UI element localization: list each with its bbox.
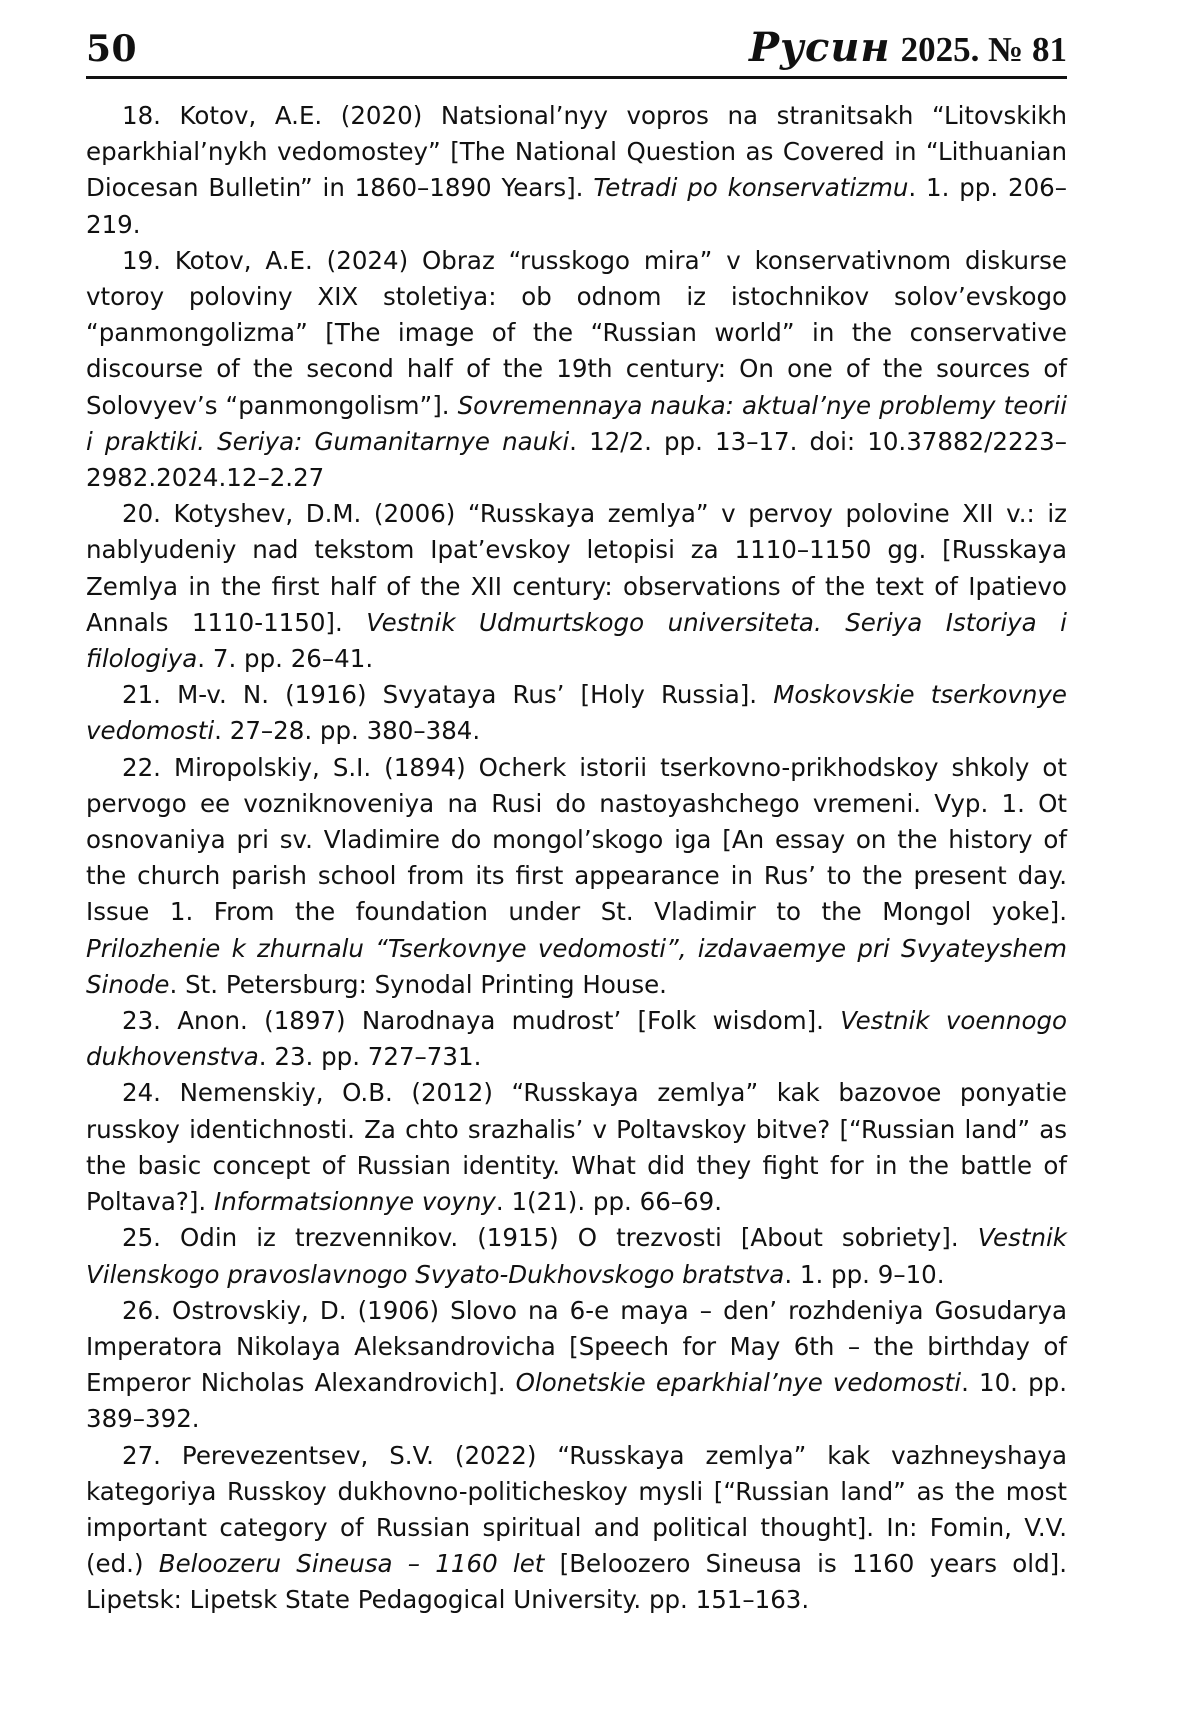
reference-details: . 10. pp. 389–392. [86,1368,1067,1434]
reference-text: 20. Kotyshev, D.M. (2006) “Russkaya zemlya” v pervoy polovine XII v.: iz nablyudeniy nad tekstom Ipat’evskoy letopisi za 1110–1150 gg. [Russkaya Zemlya in the first half of the XII century: observations of the text of Ipatievo Annals 1110-1150]. [86,499,1067,637]
reference-item [86,496,1067,677]
reference-details: . St. Petersburg: Synodal Printing House. [169,969,667,999]
journal-title [749,26,1067,72]
reference-text: 22. Miropolskiy, S.I. (1894) Ocherk istorii tserkovno-prikhodskoy shkoly ot pervogo ee vozniknoveniya na Rusi do nastoyashchego vremeni. Vyp. 1. Ot osnovaniya pri sv. Vladimire do mongol’skogo iga [An essay on the history of the church parish school from its first appearance in Rus’ to the present day. Issue 1. From the foundation under St. Vladimir to the Mongol yoke]. [86,752,1067,927]
reference-details: [Beloozero Sineusa is 1160 years old]. Lipetsk: Lipetsk State Pedagogical University. pp. 151–163. [86,1549,1067,1615]
reference-source: Beloozeru Sineusa – 1160 let [158,1549,545,1579]
reference-details: . 23. pp. 727–731. [258,1042,482,1072]
reference-details: . 1. pp. 9–10. [784,1259,945,1289]
reference-source: Vestnik voennogo dukhovenstva [86,1006,1067,1072]
reference-source: Vestnik Vilenskogo pravoslavnogo Svyato-Dukhovskogo bratstva [86,1223,1067,1289]
reference-source: Sovremennaya nauka: aktual’nye problemy teorii i praktiki. Seriya: Gumanitarnye nauki [86,390,1067,456]
reference-item [86,1438,1067,1619]
reference-item [86,98,1067,243]
reference-text: 19. Kotov, A.E. (2024) Obraz “russkogo mira” v konservativnom diskurse vtoroy poloviny XIX stoletiya: ob odnom iz istochnikov solov’evskogo “panmongolizma” [The image of the “Russian world” in the conservative discourse of the second half of the 19th century: On one of the sources of Solovyev’s “panmongolism”]. [86,245,1067,420]
journal-issue: 2025. № 81 [900,30,1067,69]
reference-item [86,750,1067,1003]
reference-text: 27. Perevezentsev, S.V. (2022) “Russkaya zemlya” kak vazhneyshaya kategoriya Russkoy dukhovno-politicheskoy mysli [“Russian land” as the most important category of Russian spiritual and political thought]. In: Fomin, V.V. (ed.) [86,1440,1067,1579]
reference-text: 23. Anon. (1897) Narodnaya mudrost’ [Folk wisdom]. [122,1006,841,1036]
reference-source: Informatsionnye voyny [213,1187,496,1217]
reference-source: Vestnik Udmurtskogo universiteta. Seriya Istoriya i filologiya [86,607,1067,674]
reference-details: . 7. pp. 26–41. [197,644,374,674]
reference-item [86,1075,1067,1220]
reference-source: Prilozhenie k zhurnalu “Tserkovnye vedomosti”, izdavaemye pri Svyateyshem Sinode [86,933,1067,999]
reference-details: . 12/2. pp. 13–17. doi: 10.37882/2223–2982.2024.12–2.27 [86,426,1068,493]
reference-list [86,98,1067,1619]
reference-item [86,1220,1067,1292]
reference-text: 18. Kotov, A.E. (2020) Natsional’nyy vopros na stranitsakh “Litovskikh eparkhial’nykh vedomostey” [The National Question as Covered in “Lithuanian Diocesan Bulletin” in 1860–1890 Years]. [86,101,1067,203]
page-header [86,24,1067,79]
reference-source: Moskovskie tserkovnye vedomosti [86,680,1067,746]
reference-source: Tetradi po konservatizmu [593,173,909,203]
journal-name: Русин [748,24,891,71]
reference-source: Olonetskie eparkhial’nye vedomosti [515,1368,962,1398]
reference-item [86,677,1067,749]
reference-item [86,1293,1067,1438]
reference-text: 21. M-v. N. (1916) Svyataya Rus’ [Holy Russia]. [122,680,774,710]
reference-text: 24. Nemenskiy, O.B. (2012) “Russkaya zemlya” kak bazovoe ponyatie russkoy identichnosti. Za chto srazhalis’ v Poltavskoy bitve? [“Russian land” as the basic concept of Russian identity. What did they fight for in the battle of Poltava?]. [86,1078,1067,1217]
page-number: 50 [86,28,138,70]
reference-text: 26. Ostrovskiy, D. (1906) Slovo na 6-e maya – den’ rozhdeniya Gosudarya Imperatora Nikolaya Aleksandrovicha [Speech for May 6th – the birthday of Emperor Nicholas Alexandrovich]. [86,1295,1067,1398]
reference-details: . 1(21). pp. 66–69. [495,1187,722,1217]
reference-details: . 1. pp. 206–219. [86,173,1067,239]
reference-text: 25. Odin iz trezvennikov. (1915) O trezvosti [About sobriety]. [122,1223,978,1253]
reference-details: . 27–28. pp. 380–384. [214,716,481,746]
reference-item [86,1003,1067,1075]
reference-item [86,243,1067,496]
